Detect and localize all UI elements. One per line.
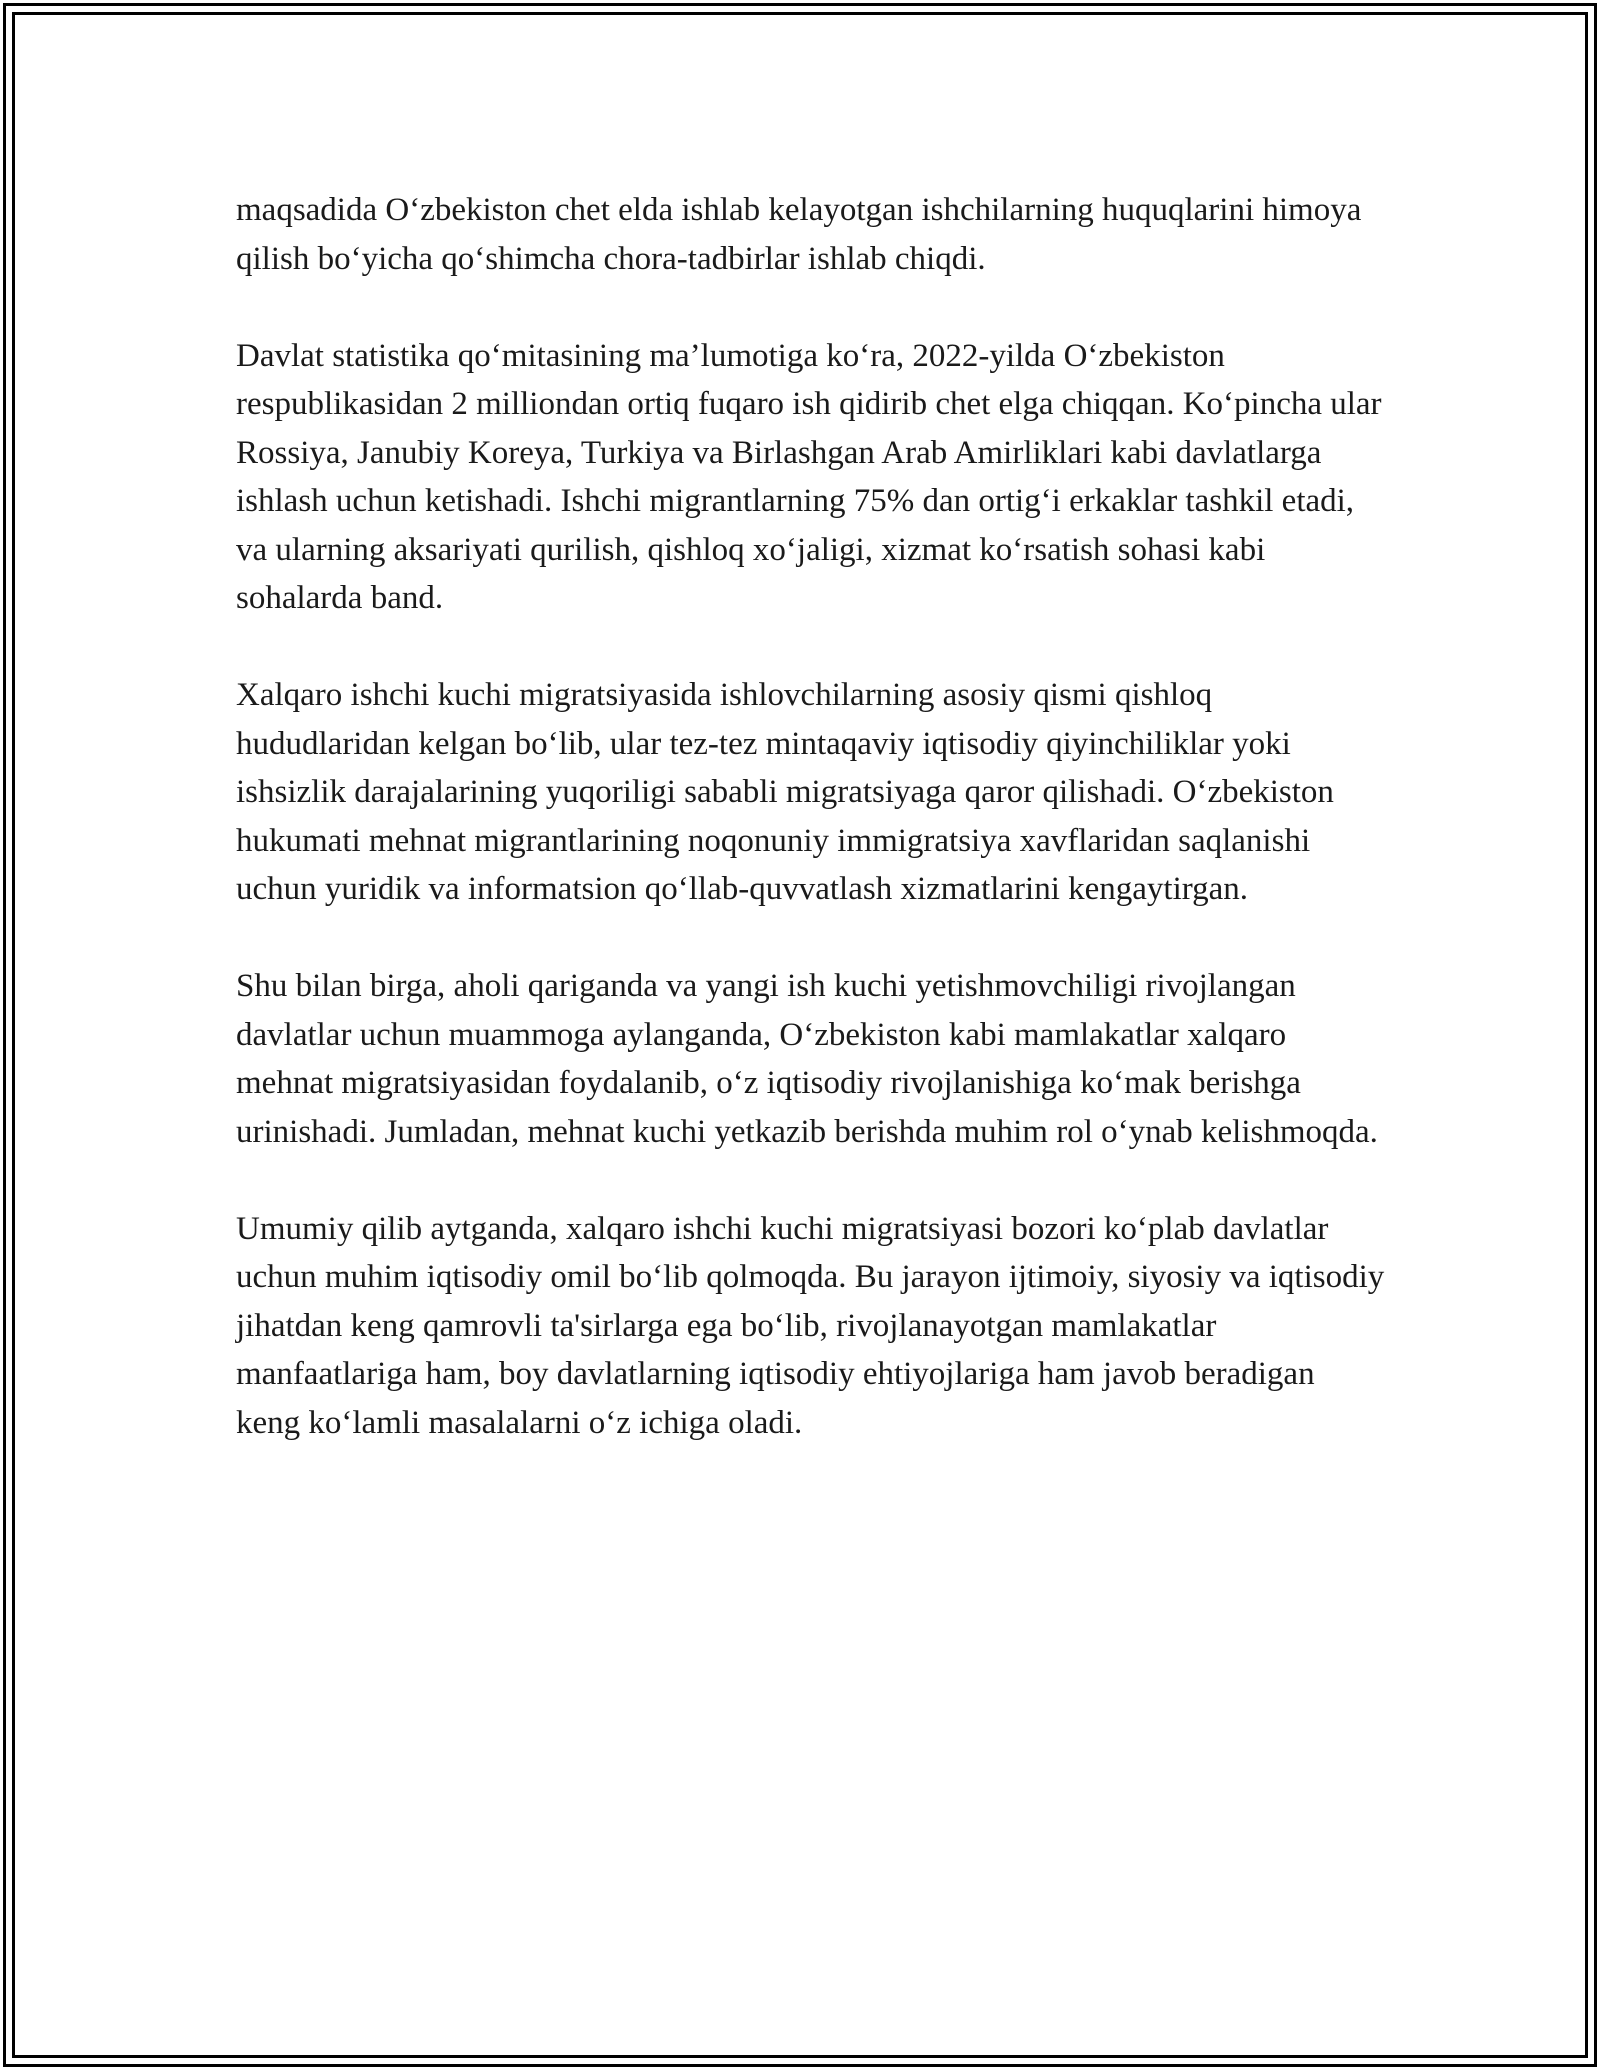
paragraph-statistics: Davlat statistika qo‘mitasining ma’lumotiga ko‘ra, 2022-yilda O‘zbekiston respublikasidan 2 milliondan ortiq fuqaro ish qidirib chet elga chiqqan. Ko‘pincha ular Rossiya, Janubiy Koreya, Turkiya va Birlashgan Arab Amirliklari kabi davlatlarga ishlash uchun ketishadi. Ishchi migrantlarning 75% dan ortig‘i erkaklar tashkil etadi, va ularning aksariyati qurilish, qishloq xo‘jaligi, xizmat ko‘rsatish sohasi kabi sohalarda band. [236,337,1382,616]
paragraph-conclusion: Umumiy qilib aytganda, xalqaro ishchi kuchi migratsiyasi bozori ko‘plab davlatlar uchun muhim iqtisodiy omil bo‘lib qolmoqda. Bu jarayon ijtimoiy, siyosiy va iqtisodiy jihatdan keng qamrovli ta'sirlarga ega bo‘lib, rivojlanayotgan mamlakatlar manfaatlariga ham, boy davlatlarning iqtisodiy ehtiyojlariga ham javob beradigan keng ko‘lamli masalalarni o‘z ichiga oladi. [236,1210,1385,1441]
document-body [236,186,1386,1496]
paragraph-intro-continuation: maqsadida O‘zbekiston chet elda ishlab kelayotgan ishchilarning huquqlarini himoya qilish bo‘yicha qo‘shimcha chora-tadbirlar ishlab chiqdi. [236,192,1362,277]
paragraph-rural-migrants: Xalqaro ishchi kuchi migratsiyasida ishlovchilarning asosiy qismi qishloq hududlaridan kelgan bo‘lib, ular tez-tez mintaqaviy iqtisodiy qiyinchiliklar yoki ishsizlik darajalarining yuqoriligi sababli migratsiyaga qaror qilishadi. O‘zbekiston hukumati mehnat migrantlarining noqonuniy immigratsiya xavflaridan saqlanishi uchun yuridik va informatsion qo‘llab-quvvatlash xizmatlarini kengaytirgan. [236,677,1334,907]
paragraph-aging-population: Shu bilan birga, aholi qariganda va yangi ish kuchi yetishmovchiligi rivojlangan davlatlar uchun muammoga aylanganda, O‘zbekiston kabi mamlakatlar xalqaro mehnat migratsiyasidan foydalanib, o‘z iqtisodiy rivojlanishiga ko‘mak berishga urinishadi. Jumladan, mehnat kuchi yetkazib berishda muhim rol o‘ynab kelishmoqda. [236,968,1378,1150]
